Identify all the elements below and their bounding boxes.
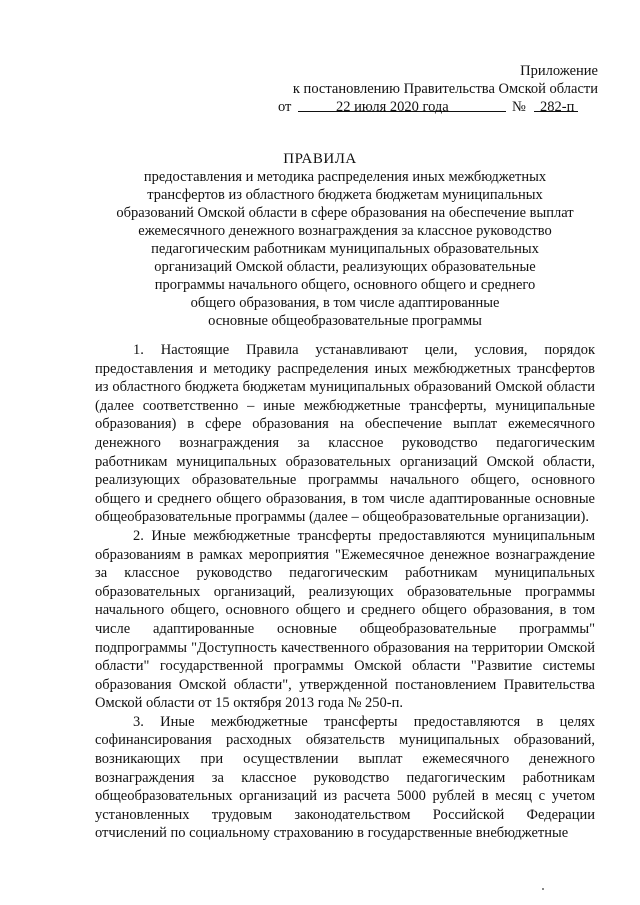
resolution-number: 282-п — [540, 99, 575, 115]
number-label: № — [512, 99, 526, 115]
resolution-reference: к постановлению Правительства Омской области — [292, 81, 598, 97]
subtitle-line: педагогическим работникам муниципальных образовательных — [151, 241, 539, 257]
document-body — [95, 341, 595, 843]
from-label: от — [278, 99, 292, 115]
appendix-label: Приложение — [520, 63, 598, 79]
paragraph-1: 1. Настоящие Правила устанавливают цели, условия, порядок предоставления и методику распределения иных межбюджетных трансфертов из областного бюджета бюджетам муниципальных образований Омской области (далее соответственно – иные межбюджетные трансферты, муниципальные образования) в сфере образования на обеспечение выплат ежемесячного денежного вознаграждения за классное руководство педагогическим работникам муниципальных образовательных организаций Омской области, реализующих образовательные программы начального общего, основного общего и среднего общего образования, в том числе адаптированные основные общеобразовательные программы (далее – общеобразовательные организации). — [95, 342, 595, 526]
scan-artifact — [542, 888, 544, 890]
subtitle-line: образований Омской области в сфере образования на обеспечение выплат — [116, 205, 574, 221]
paragraph-3: 3. Иные межбюджетные трансферты предоставляются в целях софинансирования расходных обязательств муниципальных образований, возникающих при осуществлении выплат ежемесячного денежного вознаграждения за классное руководство педагогическим работникам общеобразовательных организаций из расчета 5000 рублей в месяц с учетом установленных трудовым законодательством Российской Федерации отчислений по социальному страхованию в государственные внебюджетные — [95, 713, 595, 842]
subtitle-line: трансфертов из областного бюджета бюджетам муниципальных — [147, 187, 543, 203]
subtitle-line: ежемесячного денежного вознаграждения за классное руководство — [138, 223, 552, 239]
subtitle-line: программы начального общего, основного общего и среднего — [154, 277, 536, 293]
subtitle-line: предоставления и методика распределения иных межбюджетных — [143, 169, 547, 185]
resolution-date: 22 июля 2020 года — [336, 99, 449, 115]
subtitle-line: общего образования, в том числе адаптированные — [190, 295, 500, 311]
document-title: ПРАВИЛА — [283, 151, 357, 167]
document-subtitle — [95, 168, 595, 330]
resolution-date-number — [278, 98, 598, 118]
paragraph-2: 2. Иные межбюджетные трансферты предоставляются муниципальным образованиям в рамках мероприятия "Ежемесячное денежное вознаграждение за классное руководство педагогическим работникам муниципальных образовательных организаций, реализующих образовательные программы начального общего, основного общего и среднего общего образования, в том числе адаптированные основные общеобразовательные программы" подпрограммы "Доступность качественного образования на территории Омской области" государственной программы Омской области "Развитие системы образования Омской области", утвержденной постановлением Правительства Омской области от 15 октября 2013 года № 250-п. — [95, 527, 595, 712]
subtitle-line: основные общеобразовательные программы — [208, 313, 482, 329]
subtitle-line: организаций Омской области, реализующих образовательные — [154, 259, 536, 275]
